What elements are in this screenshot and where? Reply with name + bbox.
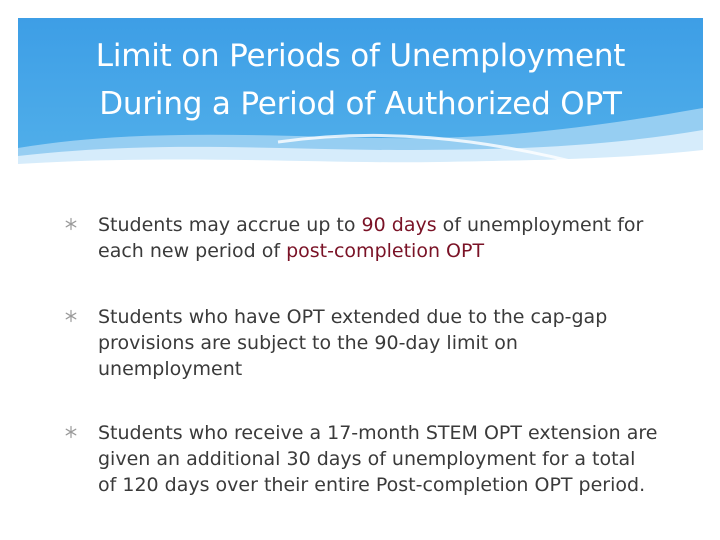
asterisk-icon (64, 425, 78, 439)
slide-title (18, 32, 703, 128)
bullet-text-1 (98, 212, 658, 264)
bullet-text-3: Students who receive a 17-month STEM OPT extension are given an additional 30 days of unemployment for a total of 120 days over their entire Post-completion OPT period. (98, 422, 658, 496)
slide-title-line-2: During a Period of Authorized OPT (99, 86, 622, 122)
title-banner (18, 18, 703, 170)
bullet-1-segment: Students may accrue up to (98, 214, 362, 236)
asterisk-icon (64, 217, 78, 231)
bullet-1-segment: of unemployment for each new period of (98, 214, 644, 262)
bullet-1-accent-post-completion: post-completion OPT (286, 240, 485, 262)
asterisk-icon (64, 309, 78, 323)
slide-title-line-1: Limit on Periods of Unemployment (95, 38, 626, 74)
bullet-1-accent-90-days: 90 days (361, 214, 437, 236)
bullet-text-2: Students who have OPT extended due to the cap-gap provisions are subject to the 90-day limit on unemployment (98, 306, 608, 380)
